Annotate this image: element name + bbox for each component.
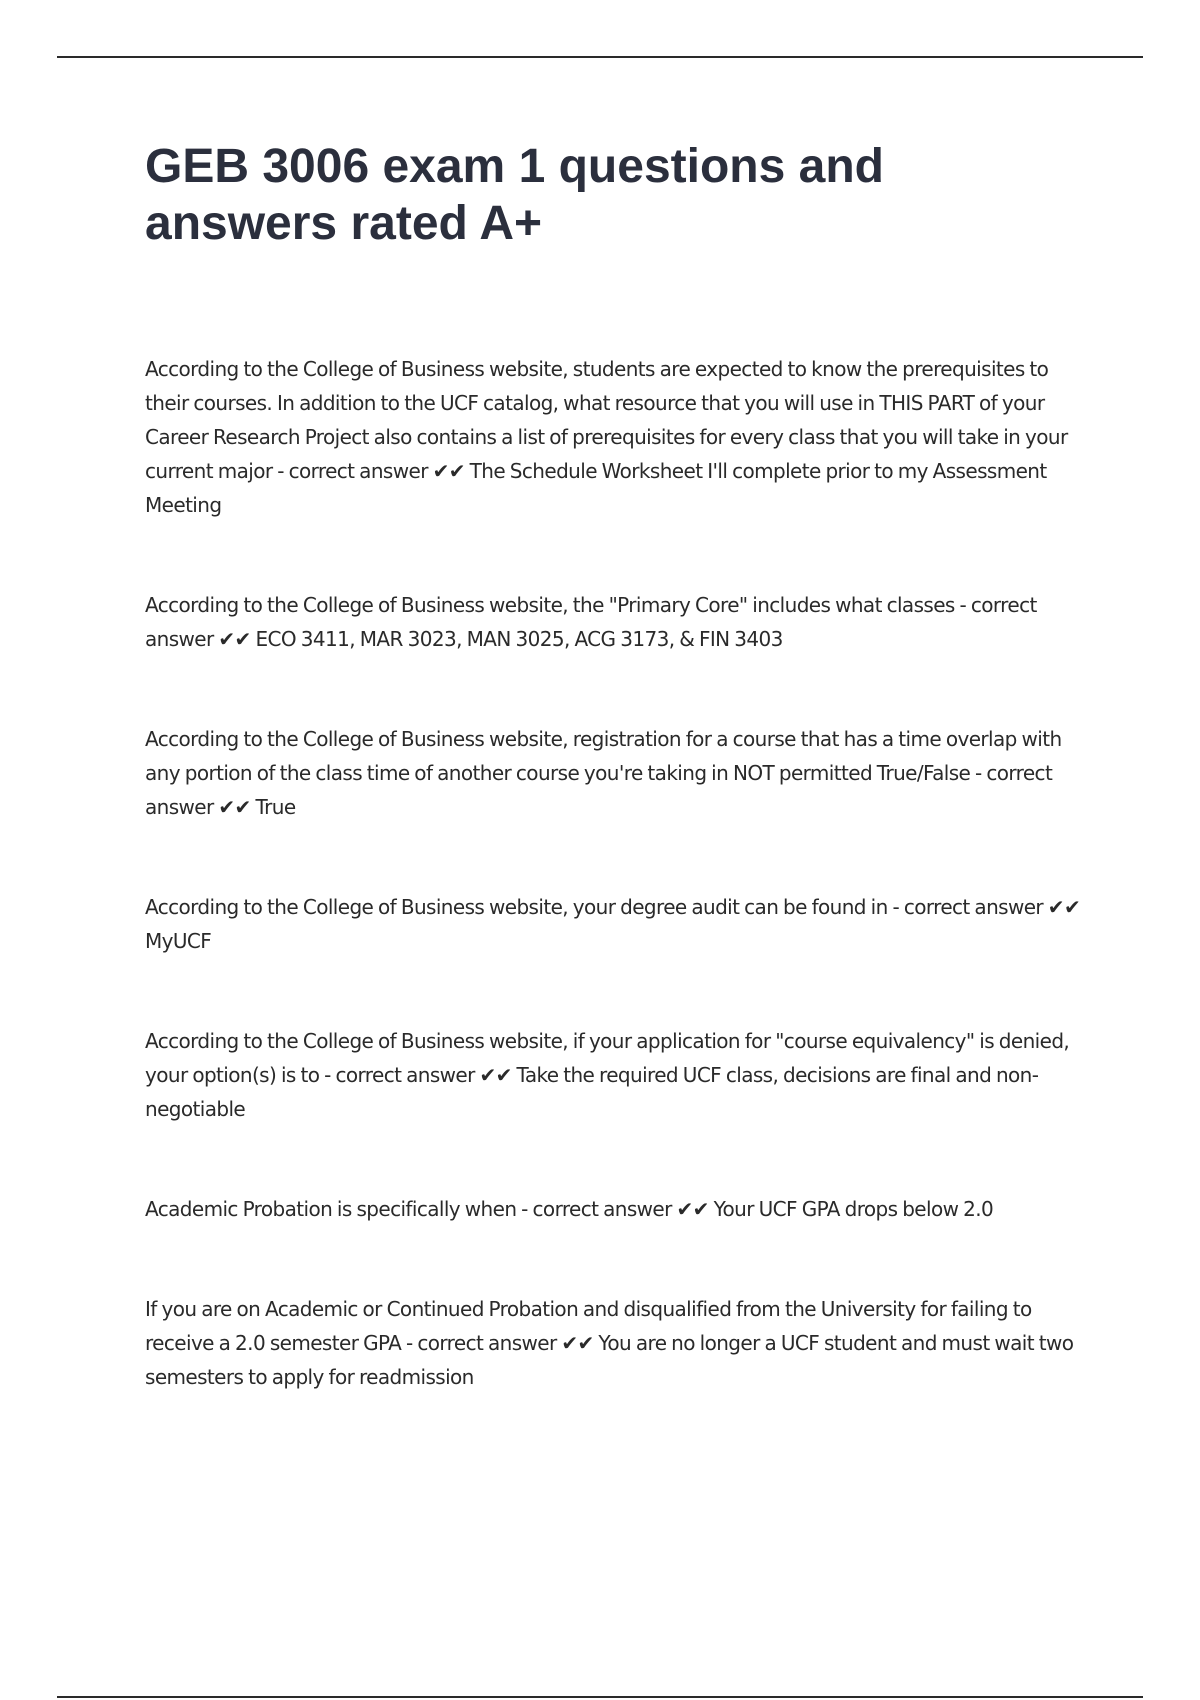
qa-item: Academic Probation is specifically when - correct answer ✔✔ Your UCF GPA drops below 2.0 [145,1197,994,1221]
page-title: GEB 3006 exam 1 questions and answers rated A+ [145,140,884,250]
qa-item: According to the College of Business website, the "Primary Core" includes what classes - correct answer ✔✔ ECO 3411, MAR 3023, MAN 3025, ACG 3173, & FIN 3403 [145,593,1037,651]
top-divider [57,56,1143,58]
qa-item: If you are on Academic or Continued Probation and disqualified from the University for failing to receive a 2.0 semester GPA - correct answer ✔✔ You are no longer a UCF student and must wait two semesters to apply for readmission [145,1297,1074,1389]
document-body [145,138,1095,1394]
qa-item: According to the College of Business website, students are expected to know the prerequisites to their courses. In addition to the UCF catalog, what resource that you will use in THIS PART of your Career Research Project also contains a list of prerequisites for every class that you will take in your current major - correct answer ✔✔ The Schedule Worksheet I'll complete prior to my Assessment Meeting [145,357,1068,517]
qa-item: According to the College of Business website, registration for a course that has a time overlap with any portion of the class time of another course you're taking in NOT permitted True/False - correct answer ✔✔ True [145,727,1062,819]
qa-item: According to the College of Business website, if your application for "course equivalency" is denied, your option(s) is to - correct answer ✔✔ Take the required UCF class, decisions are final and non-negotiable [145,1029,1070,1121]
bottom-divider [57,1696,1143,1698]
qa-item: According to the College of Business website, your degree audit can be found in - correct answer ✔✔ MyUCF [145,895,1081,953]
qa-list [145,352,1095,1394]
